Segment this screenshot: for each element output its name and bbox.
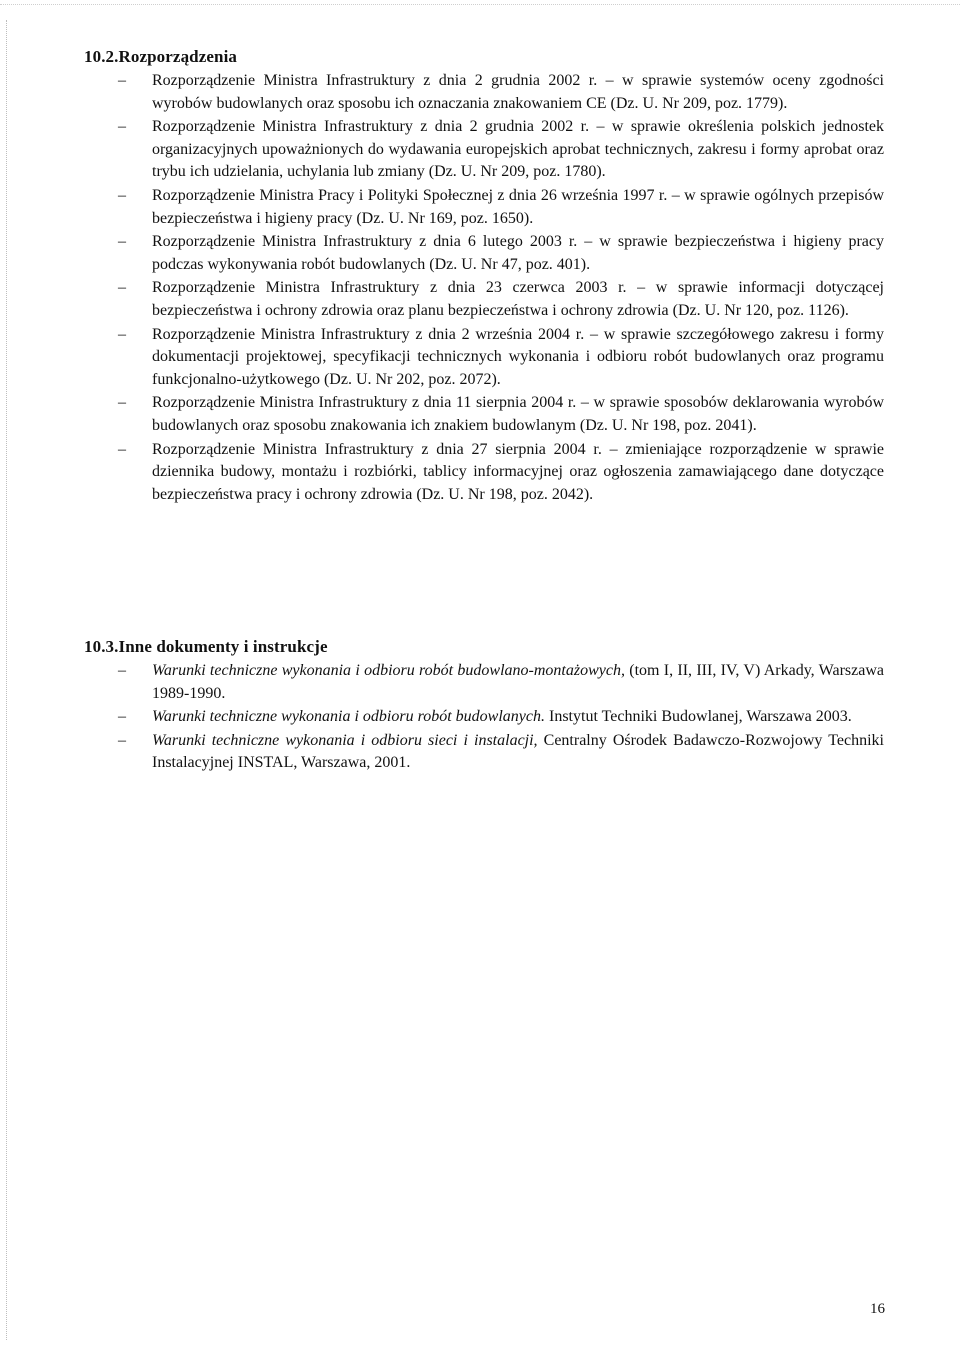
regulation-item [84, 324, 884, 392]
list-dash: – [118, 325, 126, 343]
regulation-text: Rozporządzenie Ministra Infrastruktury z dnia 11 sierpnia 2004 r. – w sprawie sposobów deklarowania wyrobów budowlanych oraz sposobu znakowania ich znakiem budowlanym (Dz. U. Nr 198, poz. 2041). [152, 394, 884, 434]
scan-left-edge [6, 20, 7, 1340]
regulation-item [84, 185, 884, 230]
regulation-text: Rozporządzenie Ministra Pracy i Polityki Społecznej z dnia 26 września 1997 r. – w sprawie ogólnych przepisów bezpieczeństwa i higieny pracy (Dz. U. Nr 169, poz. 1650). [152, 186, 884, 227]
section-other-documents [84, 636, 884, 776]
list-dash: – [118, 72, 126, 89]
page-number: 16 [870, 1301, 885, 1317]
list-dash: – [118, 118, 126, 136]
regulation-item [84, 277, 884, 322]
regulation-text: Rozporządzenie Ministra Infrastruktury z dnia 23 czerwca 2003 r. – w sprawie informacji dotyczącej bezpieczeństwa i ochrony zdrowia oraz planu bezpieczeństwa i ochrony zdrowia (Dz. U. Nr 120, poz. 1126). [152, 279, 884, 319]
list-dash: – [118, 662, 126, 679]
regulation-text: Rozporządzenie Ministra Infrastruktury z dnia 6 lutego 2003 r. – w sprawie bezpieczeństwa i higieny pracy podczas wykonywania robót budowlanych (Dz. U. Nr 47, poz. 401). [152, 233, 884, 273]
regulation-text: Rozporządzenie Ministra Infrastruktury z dnia 2 września 2004 r. – w sprawie szczegółowego zakresu i formy dokumentacji projektowej, specyfikacji technicznych wykonania i odbioru robót budowlanych oraz programu funkcjonalno-użytkowego (Dz. U. Nr 202, poz. 2072). [152, 325, 884, 388]
list-dash: – [118, 708, 126, 726]
document-title: Warunki techniczne wykonania i odbioru robót budowlanych. [152, 708, 545, 726]
section-regulations [84, 46, 884, 507]
document-item [84, 660, 884, 705]
section-heading-regulations: 10.2.Rozporządzenia [84, 47, 237, 66]
regulation-item [84, 231, 884, 276]
document-details: Centralny Ośrodek Badawczo-Rozwojowy Techniki Instalacyjnej INSTAL, Warszawa, 2001. [152, 731, 884, 772]
regulation-item [84, 70, 884, 115]
document-title: Warunki techniczne wykonania i odbioru sieci i instalacji, [152, 731, 538, 749]
list-dash: – [118, 394, 126, 412]
regulation-item [84, 392, 884, 437]
regulation-item [84, 439, 884, 507]
scan-top-edge [0, 4, 960, 5]
list-dash: – [118, 279, 126, 297]
document-details: (tom I, II, III, IV, V) Arkady, Warszawa 1989-1990. [152, 662, 885, 702]
regulation-item [84, 116, 884, 184]
regulation-text: Rozporządzenie Ministra Infrastruktury z dnia 27 sierpnia 2004 r. – zmieniające rozporządzenie w sprawie dziennika budowy, montażu i rozbiórki, tablicy informacyjnej oraz ogłoszenia zamawiającego dane dotyczące bezpieczeństwa pracy i ochrony zdrowia (Dz. U. Nr 198, poz. 2042). [152, 440, 884, 503]
list-dash: – [118, 731, 126, 749]
document-item [84, 730, 884, 775]
list-dash: – [118, 186, 126, 204]
list-dash: – [118, 440, 126, 458]
list-dash: – [118, 233, 126, 251]
document-item [84, 706, 884, 729]
regulation-text: Rozporządzenie Ministra Infrastruktury z dnia 2 grudnia 2002 r. – w sprawie określenia polskich jednostek organizacyjnych upoważnionych do wydawania europejskich aprobat technicznych, zakresu i formy aprobat oraz trybu ich udzielania, uchylania lub zmiany (Dz. U. Nr 209, poz. 1780). [152, 118, 884, 181]
regulation-text: Rozporządzenie Ministra Infrastruktury z dnia 2 grudnia 2002 r. – w sprawie systemów oceny zgodności wyrobów budowlanych oraz sposobu ich oznaczania znakowaniem CE (Dz. U. Nr 209, poz. 1779). [152, 72, 884, 112]
document-details: Instytut Techniki Budowlanej, Warszawa 2003. [545, 708, 852, 726]
document-title: Warunki techniczne wykonania i odbioru robót budowlano-montażowych, [152, 662, 625, 679]
section-heading-other-documents: 10.3.Inne dokumenty i instrukcje [84, 637, 328, 656]
